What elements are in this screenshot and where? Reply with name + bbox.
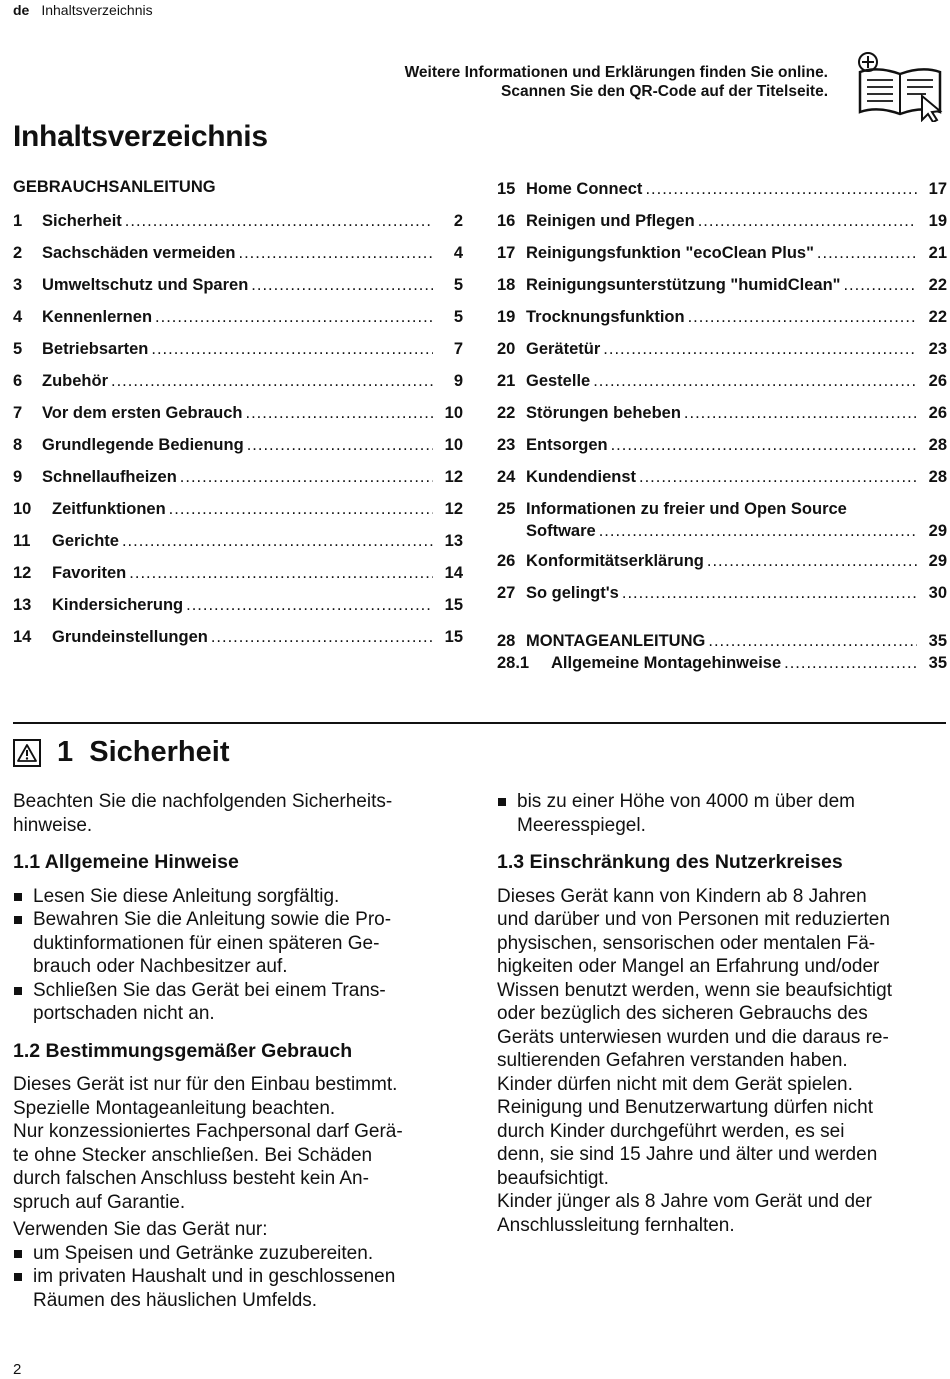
- leader-dots: [111, 370, 433, 392]
- toc-entry-number: 27: [497, 584, 516, 602]
- leader-dots: [211, 626, 433, 648]
- toc-entry-title: Betriebsarten: [42, 340, 149, 358]
- toc-entry-number: 7: [13, 404, 23, 422]
- toc-entry[interactable]: [13, 498, 463, 530]
- toc-right-column: [497, 178, 947, 674]
- toc-entry[interactable]: [13, 466, 463, 498]
- toc-entry-title: So gelingt's: [526, 584, 619, 602]
- text-line: oder bezüglich des sicheren Gebrauchs des: [497, 1003, 868, 1024]
- text-line: spruch auf Garantie.: [13, 1191, 186, 1213]
- leader-dots: [639, 466, 917, 488]
- toc-entry-title: Grundlegende Bedienung: [42, 436, 244, 454]
- toc-entry-page: 29: [928, 522, 947, 540]
- toc-entry-title-continued: Software: [526, 522, 596, 540]
- toc-entry[interactable]: [497, 210, 947, 242]
- list-item: [13, 1265, 463, 1312]
- toc-entry[interactable]: [13, 338, 463, 370]
- toc-entry[interactable]: [13, 530, 463, 562]
- text-line: Geräts unterwiesen wurden und die daraus re-: [497, 1026, 889, 1048]
- toc-entry-page: 19: [928, 212, 947, 230]
- intended-use-list: [13, 1242, 463, 1313]
- toc-entry-page: 14: [444, 564, 463, 582]
- toc-entry-title: Informationen zu freier und Open Source: [526, 500, 847, 518]
- body-left-column: [13, 790, 463, 1326]
- leader-dots: [151, 338, 433, 360]
- leader-dots: [169, 498, 433, 520]
- list-item: [497, 790, 947, 837]
- toc-entry-number: 28: [497, 632, 516, 650]
- toc-entry-number: 23: [497, 436, 516, 454]
- toc-entry-title: Allgemeine Montagehinweise: [551, 654, 782, 672]
- list-item: [13, 908, 463, 979]
- toc-entry-title: Umweltschutz und Sparen: [42, 276, 249, 294]
- leader-dots: [125, 210, 433, 232]
- toc-entry-title: Gerichte: [52, 532, 119, 550]
- subheading-1-1: 1.1 Allgemeine Hinweise: [13, 851, 239, 873]
- toc-entry-page: 28: [928, 468, 947, 486]
- language-code: de: [13, 2, 30, 18]
- toc-entry-number: 25: [497, 500, 516, 518]
- toc-entry-title: Gerätetür: [526, 340, 601, 358]
- toc-entry-title: Reinigen und Pflegen: [526, 212, 695, 230]
- intro-paragraph: [13, 790, 463, 837]
- text-line: Schließen Sie das Gerät bei einem Trans-: [33, 979, 386, 1001]
- text-line: Lesen Sie diese Anleitung sorgfältig.: [33, 885, 340, 907]
- text-line: Beachten Sie die nachfolgenden Sicherheits-: [13, 791, 393, 812]
- toc-entry[interactable]: [497, 242, 947, 274]
- toc-entry-title: Schnellaufheizen: [42, 468, 177, 486]
- leader-dots: [246, 402, 433, 424]
- online-info-line: Weitere Informationen und Erklärungen finden Sie online.: [404, 64, 828, 81]
- toc-entry[interactable]: [497, 652, 947, 674]
- toc-entry-title: Kundendienst: [526, 468, 636, 486]
- toc-entry-page: 30: [928, 584, 947, 602]
- toc-entry-title: Zeitfunktionen: [52, 500, 166, 518]
- toc-entry-number: 20: [497, 340, 516, 358]
- toc-entry-number: 10: [13, 500, 32, 518]
- toc-entry-number: 13: [13, 596, 32, 614]
- text-line: durch Kinder durchgeführt werden, es sei: [497, 1120, 845, 1142]
- text-line: Wissen benutzt werden, wenn sie beaufsichtigt: [497, 979, 892, 1001]
- toc-entry[interactable]: [497, 550, 947, 582]
- toc-entry-number: 3: [13, 276, 23, 294]
- intended-use-list-continued: [497, 790, 947, 837]
- text-line: te ohne Stecker anschließen. Bei Schäden: [13, 1144, 373, 1166]
- toc-entry-title: Grundeinstellungen: [52, 628, 208, 646]
- toc-entry-page: 13: [444, 532, 463, 550]
- leader-dots: [129, 562, 433, 584]
- toc-entry-page: 7: [453, 340, 463, 358]
- toc-entry-title: Trocknungsfunktion: [526, 308, 685, 326]
- toc-entry-title: Sachschäden vermeiden: [42, 244, 236, 262]
- toc-entry-page: 35: [928, 632, 947, 650]
- toc-entry-title: Störungen beheben: [526, 404, 681, 422]
- text-line: duktinformationen für einen späteren Ge-: [33, 932, 380, 954]
- toc-entry[interactable]: [13, 370, 463, 402]
- leader-dots: [645, 178, 917, 200]
- toc-entry-number: 9: [13, 468, 23, 486]
- leader-dots: [599, 520, 917, 542]
- list-item: [13, 885, 463, 909]
- toc-entry[interactable]: [497, 434, 947, 466]
- toc-entry[interactable]: [13, 626, 463, 658]
- toc-entry-title: Entsorgen: [526, 436, 608, 454]
- toc-entry-number: 8: [13, 436, 23, 454]
- text-line: sultierenden Gefahren verstanden haben.: [497, 1050, 848, 1071]
- online-info-line: Scannen Sie den QR-Code auf der Titelseite.: [500, 83, 828, 100]
- running-header: [13, 2, 153, 18]
- leader-dots: [707, 550, 917, 572]
- toc-entry-title: Kindersicherung: [52, 596, 184, 614]
- toc-entry-title: Konformitätserklärung: [526, 552, 704, 570]
- leader-dots: [603, 338, 917, 360]
- header-section: Inhaltsverzeichnis: [41, 2, 153, 18]
- section-heading: Sicherheit: [89, 736, 230, 768]
- text-line: Anschlussleitung fernhalten.: [497, 1214, 735, 1236]
- toc-entry-page: 5: [453, 276, 463, 294]
- toc-heading: Inhaltsverzeichnis: [13, 120, 268, 153]
- leader-dots: [186, 594, 433, 616]
- toc-entry-number: 24: [497, 468, 516, 486]
- toc-entry[interactable]: [13, 274, 463, 306]
- leader-dots: [247, 434, 433, 456]
- online-manual-book-icon: [856, 50, 944, 122]
- toc-entry[interactable]: [497, 306, 947, 338]
- text-line: bis zu einer Höhe von 4000 m über dem: [517, 791, 855, 812]
- toc-entry-page: 17: [928, 180, 947, 198]
- general-notes-list: [13, 885, 463, 1026]
- leader-dots: [239, 242, 433, 264]
- toc-entry-number: 14: [13, 628, 32, 646]
- toc-entry-number: 19: [497, 308, 516, 326]
- text-line: Kinder dürfen nicht mit dem Gerät spielen.: [497, 1073, 853, 1095]
- leader-dots: [180, 466, 433, 488]
- toc-entry-page: 12: [444, 500, 463, 518]
- toc-entry[interactable]: [13, 306, 463, 338]
- section-divider: [13, 722, 946, 724]
- toc-entry-title: Sicherheit: [42, 212, 122, 230]
- section-title: [13, 736, 229, 769]
- toc-entry-number: 26: [497, 552, 516, 570]
- toc-entry-page: 2: [453, 212, 463, 230]
- toc-section-label: GEBRAUCHSANLEITUNG: [13, 178, 216, 196]
- leader-dots: [622, 582, 917, 604]
- toc-entry-number: 22: [497, 404, 516, 422]
- toc-entry-title: MONTAGEANLEITUNG: [526, 632, 706, 650]
- toc-entry[interactable]: [497, 370, 947, 402]
- text-line: denn, sie sind 15 Jahre und älter und werden: [497, 1144, 878, 1165]
- text-line: physischen, sensorischen oder mentalen Fä-: [497, 932, 876, 954]
- toc-entry-page: 28: [928, 436, 947, 454]
- toc-entry[interactable]: [497, 402, 947, 434]
- toc-entry-title: Gestelle: [526, 372, 591, 390]
- toc-entry-page: 23: [928, 340, 947, 358]
- toc-entry-title: Reinigungsunterstützung "humidClean": [526, 276, 841, 294]
- leader-dots: [843, 274, 917, 296]
- toc-entry[interactable]: [497, 466, 947, 498]
- list-item: [13, 979, 463, 1026]
- toc-entry-page: 35: [928, 654, 947, 672]
- toc-entry-number: 5: [13, 340, 23, 358]
- text-line: um Speisen und Getränke zuzubereiten.: [33, 1242, 374, 1264]
- toc-entry-page: 10: [444, 404, 463, 422]
- leader-dots: [684, 402, 917, 424]
- text-line: Dieses Gerät kann von Kindern ab 8 Jahren: [497, 885, 867, 907]
- toc-entry[interactable]: [497, 274, 947, 306]
- toc-entry-number: 21: [497, 372, 516, 390]
- warning-icon: [13, 739, 41, 767]
- text-line: Nur konzessioniertes Fachpersonal darf Gerä-: [13, 1121, 403, 1142]
- toc-entry-number: 28.1: [497, 654, 530, 672]
- online-info-note: [405, 63, 828, 101]
- text-line: im privaten Haushalt und in geschlossenen: [33, 1266, 396, 1287]
- toc-entry[interactable]: [13, 242, 463, 274]
- leader-dots: [251, 274, 433, 296]
- toc-entry-page: 4: [453, 244, 463, 262]
- toc-entry[interactable]: [497, 630, 947, 652]
- toc-entry-page: 29: [928, 552, 947, 570]
- toc-entry-page: 5: [453, 308, 463, 326]
- toc-entry[interactable]: [497, 178, 947, 210]
- toc-entry-page: 12: [444, 468, 463, 486]
- text-line: brauch oder Nachbesitzer auf.: [33, 956, 288, 977]
- leader-dots: [122, 530, 433, 552]
- text-line: higkeiten oder Mangel an Erfahrung und/oder: [497, 956, 880, 977]
- toc-entry-page: 10: [444, 436, 463, 454]
- toc-entry-number: 17: [497, 244, 516, 262]
- toc-entry[interactable]: [13, 402, 463, 434]
- text-line: durch falschen Anschluss besteht kein An-: [13, 1168, 369, 1189]
- toc-entry-number: 1: [13, 212, 23, 230]
- user-restriction-paragraph: [497, 885, 947, 1238]
- toc-entry-page: 9: [453, 372, 463, 390]
- text-line: Dieses Gerät ist nur für den Einbau bestimmt.: [13, 1074, 398, 1095]
- toc-entry-page: 15: [444, 628, 463, 646]
- text-line: Bewahren Sie die Anleitung sowie die Pro-: [33, 909, 392, 930]
- toc-entry[interactable]: [13, 210, 463, 242]
- text-line: Kinder jünger als 8 Jahre vom Gerät und der: [497, 1191, 872, 1212]
- toc-entry-title: Zubehör: [42, 372, 108, 390]
- toc-entry-title: Kennenlernen: [42, 308, 153, 326]
- leader-dots: [688, 306, 917, 328]
- text-line: Räumen des häuslichen Umfelds.: [33, 1289, 318, 1311]
- toc-entry-page: 22: [928, 276, 947, 294]
- text-line: Meeresspiegel.: [517, 814, 646, 836]
- toc-left-column: [13, 178, 463, 658]
- toc-entry-title: Reinigungsfunktion "ecoClean Plus": [526, 244, 814, 262]
- toc-entry-number: 4: [13, 308, 23, 326]
- toc-entry-page: 21: [928, 244, 947, 262]
- toc-entry-page: 26: [928, 404, 947, 422]
- text-line: Reinigung und Benutzerwartung dürfen nicht: [497, 1097, 874, 1118]
- toc-entry-number: 18: [497, 276, 516, 294]
- toc-entry[interactable]: [497, 498, 947, 550]
- leader-dots: [155, 306, 433, 328]
- toc-entry-number: 12: [13, 564, 32, 582]
- toc-entry-page: 22: [928, 308, 947, 326]
- toc-entry-number: 16: [497, 212, 516, 230]
- toc-entry-number: 11: [13, 532, 31, 550]
- section-number: 1: [57, 736, 74, 768]
- list-item: [13, 1242, 463, 1266]
- toc-entry-number: 6: [13, 372, 23, 390]
- leader-dots: [784, 652, 917, 674]
- text-line: beaufsichtigt.: [497, 1167, 609, 1189]
- toc-entry[interactable]: [497, 338, 947, 370]
- toc-entry-title: Home Connect: [526, 180, 643, 198]
- text-line: und darüber und von Personen mit reduzierten: [497, 909, 890, 930]
- page-number: 2: [13, 1361, 22, 1378]
- toc-entry-number: 15: [497, 180, 516, 198]
- toc-entry-title: Vor dem ersten Gebrauch: [42, 404, 243, 422]
- leader-dots: [698, 210, 917, 232]
- toc-entry[interactable]: [13, 594, 463, 626]
- intended-use-paragraph: [13, 1073, 463, 1214]
- toc-entry[interactable]: [497, 582, 947, 614]
- toc-entry-title: Favoriten: [52, 564, 127, 582]
- text-line: Spezielle Montageanleitung beachten.: [13, 1097, 336, 1119]
- toc-entry-page: 26: [928, 372, 947, 390]
- toc-entry[interactable]: [13, 434, 463, 466]
- toc-entry-page: 15: [444, 596, 463, 614]
- subheading-1-3: 1.3 Einschränkung des Nutzerkreises: [497, 851, 843, 873]
- text-line: portschaden nicht an.: [33, 1003, 215, 1024]
- leader-dots: [708, 630, 917, 652]
- leader-dots: [611, 434, 917, 456]
- leader-dots: [817, 242, 917, 264]
- subheading-1-2: 1.2 Bestimmungsgemäßer Gebrauch: [13, 1039, 353, 1062]
- text-line: hinweise.: [13, 814, 93, 836]
- toc-entry-number: 2: [13, 244, 23, 262]
- use-only-paragraph: Verwenden Sie das Gerät nur:: [13, 1219, 268, 1240]
- leader-dots: [593, 370, 917, 392]
- body-right-column: [497, 790, 947, 1245]
- toc-entry[interactable]: [13, 562, 463, 594]
